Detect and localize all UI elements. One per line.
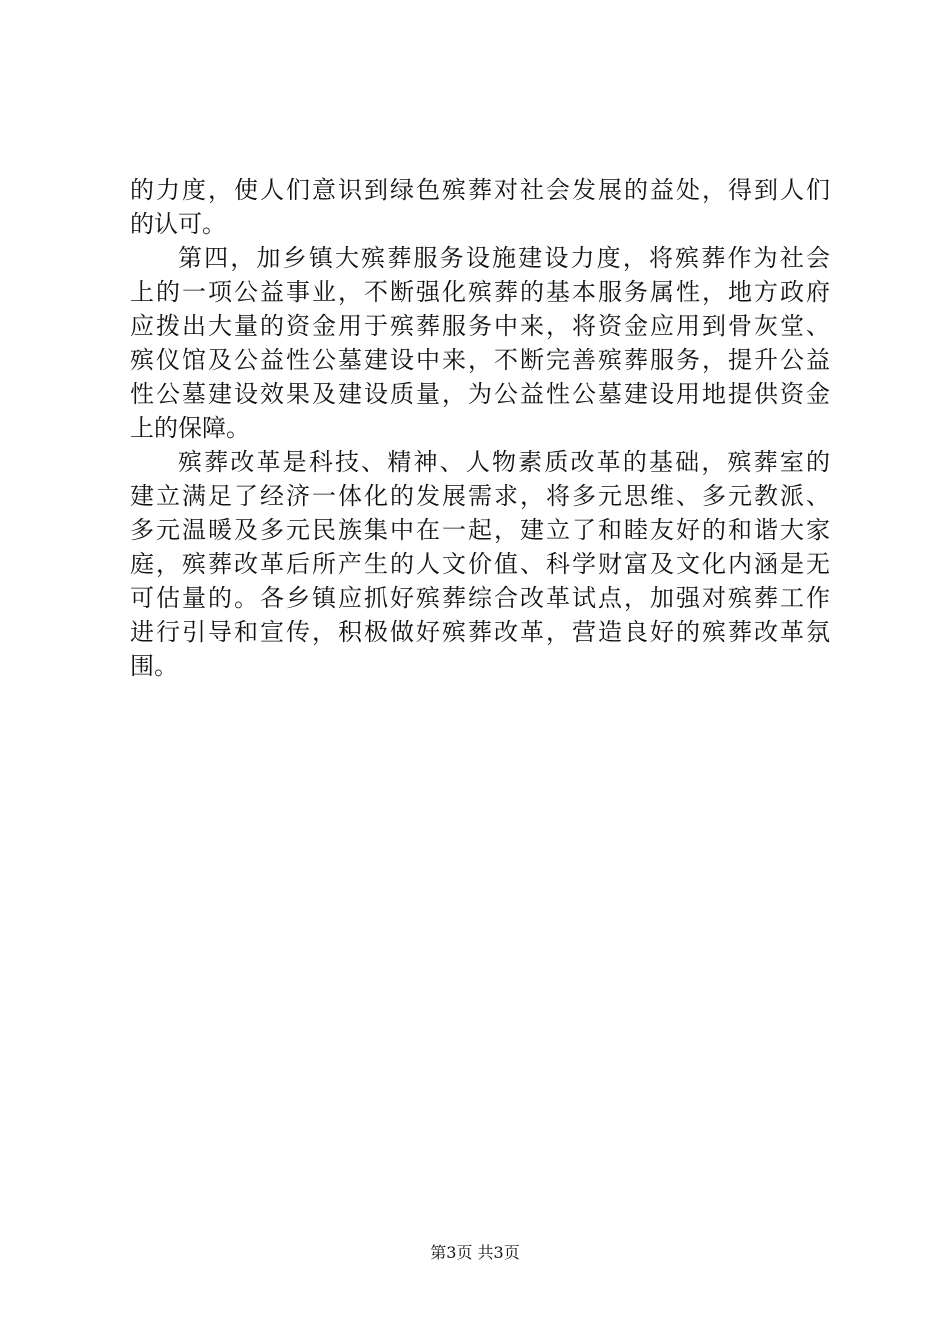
paragraph-line: 建立满足了经济一体化的发展需求，将多元思维、多元教派、 <box>130 482 830 510</box>
paragraph-line: 围。 <box>130 652 178 680</box>
paragraph-line: 殡仪馆及公益性公墓建设中来，不断完善殡葬服务，提升公益 <box>130 346 830 374</box>
paragraph-line: 的力度，使人们意识到绿色殡葬对社会发展的益处，得到人们 <box>130 176 830 204</box>
paragraph-line: 上的一项公益事业，不断强化殡葬的基本服务属性，地方政府 <box>130 278 830 306</box>
paragraph-line: 上的保障。 <box>130 414 250 442</box>
paragraph-line: 性公墓建设效果及建设质量，为公益性公墓建设用地提供资金 <box>130 380 830 408</box>
paragraph-line: 的认可。 <box>130 210 226 238</box>
paragraph-line: 多元温暖及多元民族集中在一起，建立了和睦友好的和谐大家 <box>130 516 830 544</box>
paragraph-line: 殡葬改革是科技、精神、人物素质改革的基础，殡葬室的 <box>178 448 830 476</box>
paragraph-line: 进行引导和宣传，积极做好殡葬改革，营造良好的殡葬改革氛 <box>130 618 830 646</box>
paragraph-line: 第四，加乡镇大殡葬服务设施建设力度，将殡葬作为社会 <box>178 244 830 272</box>
page-number-footer: 第3页 共3页 <box>430 1243 520 1262</box>
paragraph-line: 庭，殡葬改革后所产生的人文价值、科学财富及文化内涵是无 <box>130 550 830 578</box>
document-body <box>130 173 830 683</box>
paragraph-line: 应拨出大量的资金用于殡葬服务中来，将资金应用到骨灰堂、 <box>130 312 830 340</box>
paragraph-line: 可估量的。各乡镇应抓好殡葬综合改革试点，加强对殡葬工作 <box>130 584 830 612</box>
